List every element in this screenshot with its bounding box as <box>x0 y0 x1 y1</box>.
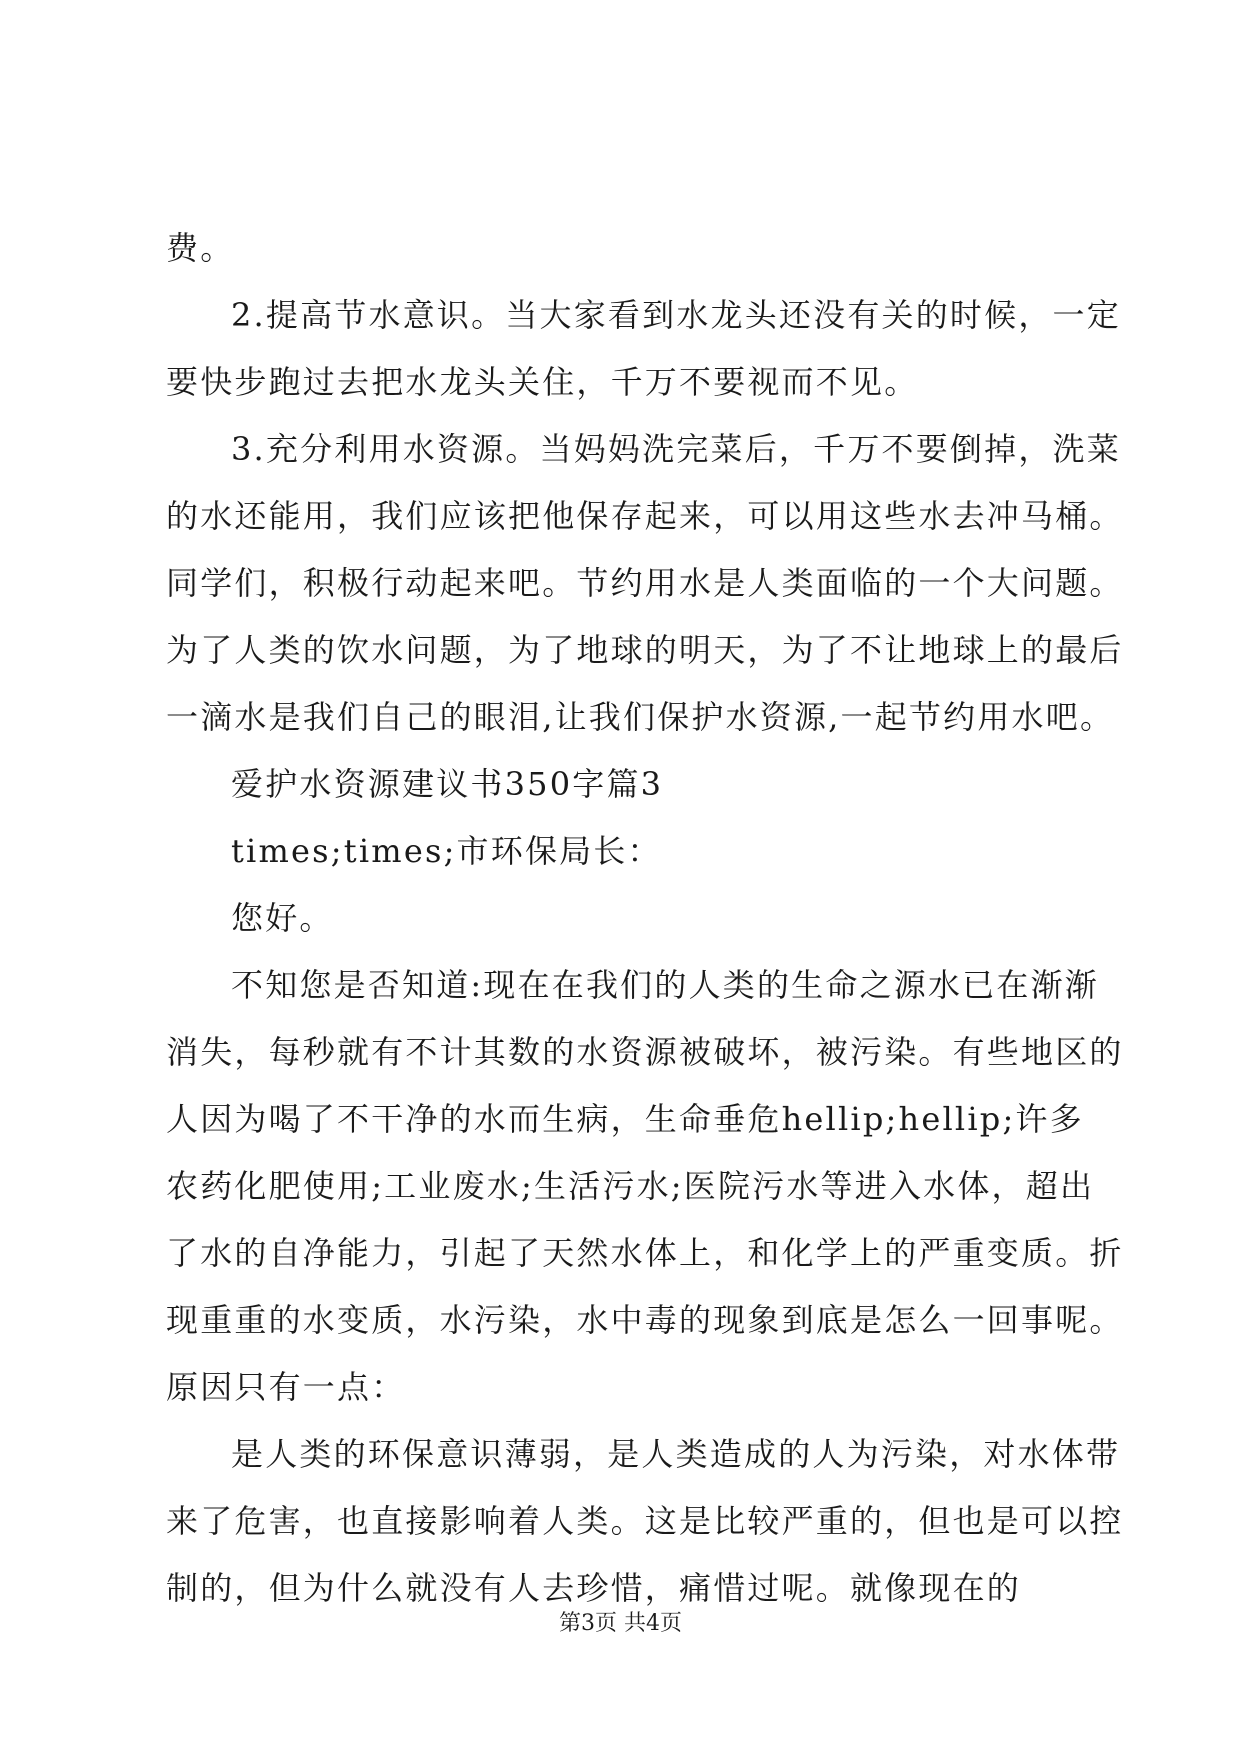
section-heading: 爱护水资源建议书350字篇3 <box>231 765 664 803</box>
text-line: 原因只有一点： <box>166 1368 406 1406</box>
greeting: 您好。 <box>231 899 334 937</box>
salutation: times;times;市环保局长： <box>231 832 662 870</box>
text-line: 一滴水是我们自己的眼泪,让我们保护水资源,一起节约用水吧。 <box>166 698 1115 736</box>
text-line: 的水还能用，我们应该把他保存起来，可以用这些水去冲马桶。 <box>166 497 1124 535</box>
text-line: 费。 <box>166 229 235 267</box>
text-line: 是人类的环保意识薄弱，是人类造成的人为污染，对水体带 <box>231 1435 1121 1473</box>
text-line: 人因为喝了不干净的水而生病，生命垂危hellip;hellip;许多 <box>166 1100 1084 1138</box>
document-body <box>166 229 1124 1637</box>
text-line: 要快步跑过去把水龙头关住，千万不要视而不见。 <box>166 363 919 401</box>
text-line: 同学们，积极行动起来吧。节约用水是人类面临的一个大问题。 <box>166 564 1124 602</box>
text-line: 为了人类的饮水问题，为了地球的明天，为了不让地球上的最后 <box>166 631 1124 669</box>
text-line: 3.充分利用水资源。当妈妈洗完菜后，千万不要倒掉，洗菜 <box>231 430 1121 468</box>
page-number: 第3页 共4页 <box>559 1611 682 1636</box>
text-line: 农药化肥使用;工业废水;生活污水;医院污水等进入水体，超出 <box>166 1167 1095 1205</box>
text-line: 不知您是否知道:现在在我们的人类的生命之源水已在渐渐 <box>231 966 1099 1004</box>
page-footer <box>0 1611 1241 1637</box>
text-line: 现重重的水变质，水污染，水中毒的现象到底是怎么一回事呢。 <box>166 1301 1124 1339</box>
text-line: 消失，每秒就有不计其数的水资源被破坏，被污染。有些地区的 <box>166 1033 1124 1071</box>
text-line: 了水的自净能力，引起了天然水体上，和化学上的严重变质。折 <box>166 1234 1124 1272</box>
text-line: 制的，但为什么就没有人去珍惜，痛惜过呢。就像现在的 <box>166 1569 1022 1607</box>
text-line: 来了危害，也直接影响着人类。这是比较严重的，但也是可以控 <box>166 1502 1124 1540</box>
text-line: 2.提高节水意识。当大家看到水龙头还没有关的时候，一定 <box>231 296 1121 334</box>
